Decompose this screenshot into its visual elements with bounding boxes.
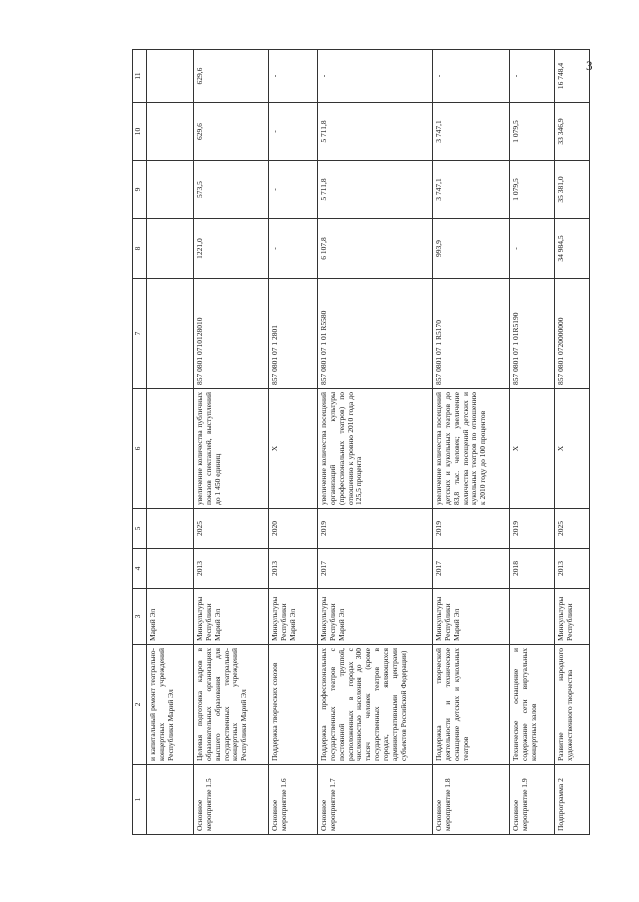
- end-year: [147, 509, 194, 549]
- funding-value: 16 748,4: [555, 50, 590, 103]
- row-label: Основное мероприятие 1.5: [194, 765, 269, 835]
- end-year: 2025: [555, 509, 590, 549]
- rotated-table-sheet: [132, 50, 618, 835]
- activity-description: и капитальный ремонт театрально-концертных учреждений Республики Марий Эл: [147, 645, 194, 765]
- funding-value: 573,5: [194, 161, 269, 219]
- responsible-executor: Минкультуры Республики Марий Эл: [433, 589, 510, 645]
- activity-description: Поддержка творческой деятельности и техническое оснащение детских и кукольных театров: [433, 645, 510, 765]
- funding-value: 35 381,0: [555, 161, 590, 219]
- row-label: Основное мероприятие 1.9: [510, 765, 555, 835]
- column-header: 2: [133, 645, 147, 765]
- program-activities-table: [132, 49, 590, 835]
- column-header: 7: [133, 279, 147, 389]
- budget-code: 857 0801 0720000000: [555, 279, 590, 389]
- funding-value: 33 346,9: [555, 103, 590, 161]
- budget-code: [147, 279, 194, 389]
- expected-result: увеличение количества публичных показов спектаклей, выступлений до 1 450 единиц: [194, 389, 269, 509]
- activity-description: Поддержка творческих союзов: [269, 645, 318, 765]
- page-number: 3: [586, 58, 593, 73]
- start-year: 2018: [510, 549, 555, 589]
- budget-code: 857 0801 0710128010: [194, 279, 269, 389]
- start-year: 2017: [433, 549, 510, 589]
- end-year: 2020: [269, 509, 318, 549]
- funding-value: 5 711,8: [318, 103, 433, 161]
- end-year: 2019: [318, 509, 433, 549]
- start-year: 2013: [555, 549, 590, 589]
- column-header: 11: [133, 50, 147, 103]
- activity-description: Техническое оснащение и содержание сети виртуальных концертных залов: [510, 645, 555, 765]
- funding-value: 3 747,1: [433, 161, 510, 219]
- funding-value: 629,6: [194, 50, 269, 103]
- table-row: [194, 50, 269, 835]
- funding-value: -: [510, 50, 555, 103]
- table-row: [147, 50, 194, 835]
- row-label: Основное мероприятие 1.7: [318, 765, 433, 835]
- funding-value: [147, 161, 194, 219]
- funding-value: 1 079,5: [510, 161, 555, 219]
- funding-value: -: [269, 103, 318, 161]
- budget-code: 857 0801 07 1 01R5190: [510, 279, 555, 389]
- funding-value: 5 711,8: [318, 161, 433, 219]
- funding-value: -: [510, 219, 555, 279]
- funding-value: 6 107,8: [318, 219, 433, 279]
- budget-code: 857 0801 07 1 2801: [269, 279, 318, 389]
- activity-description: Целевая подготовка кадров в образовательных организациях высшего образования для государственных театрально-концертных учреждений Республики Марий Эл: [194, 645, 269, 765]
- column-header: 8: [133, 219, 147, 279]
- funding-value: 629,6: [194, 103, 269, 161]
- funding-value: [147, 103, 194, 161]
- funding-value: -: [269, 50, 318, 103]
- column-header: 5: [133, 509, 147, 549]
- responsible-executor: Минкультуры Республики Марий Эл: [194, 589, 269, 645]
- funding-value: 1221,0: [194, 219, 269, 279]
- row-label: Основное мероприятие 1.8: [433, 765, 510, 835]
- column-header: 4: [133, 549, 147, 589]
- funding-value: -: [433, 50, 510, 103]
- funding-value: 34 984,5: [555, 219, 590, 279]
- table-row: [433, 50, 510, 835]
- start-year: 2013: [194, 549, 269, 589]
- funding-value: [147, 50, 194, 103]
- column-header: 3: [133, 589, 147, 645]
- table-row: [318, 50, 433, 835]
- table-row: [555, 50, 590, 835]
- budget-code: 857 0801 07 1 01 R5580: [318, 279, 433, 389]
- column-header: 10: [133, 103, 147, 161]
- expected-result: Х: [510, 389, 555, 509]
- expected-result: увеличение количества посещений организаций культуры (профессиональных театров) по отношению к уровню 2010 года до 125,5 процента: [318, 389, 433, 509]
- responsible-executor: Минкультуры Республики: [555, 589, 590, 645]
- funding-value: 3 747,1: [433, 103, 510, 161]
- responsible-executor: Минкультуры Республики Марий Эл: [318, 589, 433, 645]
- funding-value: -: [269, 161, 318, 219]
- end-year: 2025: [194, 509, 269, 549]
- activity-description: Поддержка профессиональных государственных театров с постоянной труппой, расположенных в городах с численностью населения до 300 тысяч человек (кроме государственных театров в городах, являющихся административными центрами субъектов Российской Федерации): [318, 645, 433, 765]
- budget-code: 857 0801 07 1 R5170: [433, 279, 510, 389]
- responsible-executor: [510, 589, 555, 645]
- activity-description: Развитие народного художественного творчества: [555, 645, 590, 765]
- table-row: [269, 50, 318, 835]
- column-header: 1: [133, 765, 147, 835]
- end-year: 2019: [433, 509, 510, 549]
- row-label: Подпрограмма 2: [555, 765, 590, 835]
- responsible-executor: Минкультуры Республики Марий Эл: [269, 589, 318, 645]
- funding-value: -: [269, 219, 318, 279]
- funding-value: -: [318, 50, 433, 103]
- expected-result: увеличение количества посещений детских и кукольных театров до 83,8 тыс. человек; увеличение количества посещений детских и кукольных театров по отношению к 2010 году до 100 процентов: [433, 389, 510, 509]
- table-header-row: [133, 50, 147, 835]
- column-header: 6: [133, 389, 147, 509]
- row-label: Основное мероприятие 1.6: [269, 765, 318, 835]
- start-year: 2017: [318, 549, 433, 589]
- expected-result: Х: [269, 389, 318, 509]
- expected-result: Х: [555, 389, 590, 509]
- row-label: [147, 765, 194, 835]
- funding-value: 1 079,5: [510, 103, 555, 161]
- start-year: [147, 549, 194, 589]
- start-year: 2013: [269, 549, 318, 589]
- expected-result: [147, 389, 194, 509]
- end-year: 2019: [510, 509, 555, 549]
- funding-value: 993,9: [433, 219, 510, 279]
- table-row: [510, 50, 555, 835]
- funding-value: [147, 219, 194, 279]
- column-header: 9: [133, 161, 147, 219]
- responsible-executor: Марий Эл: [147, 589, 194, 645]
